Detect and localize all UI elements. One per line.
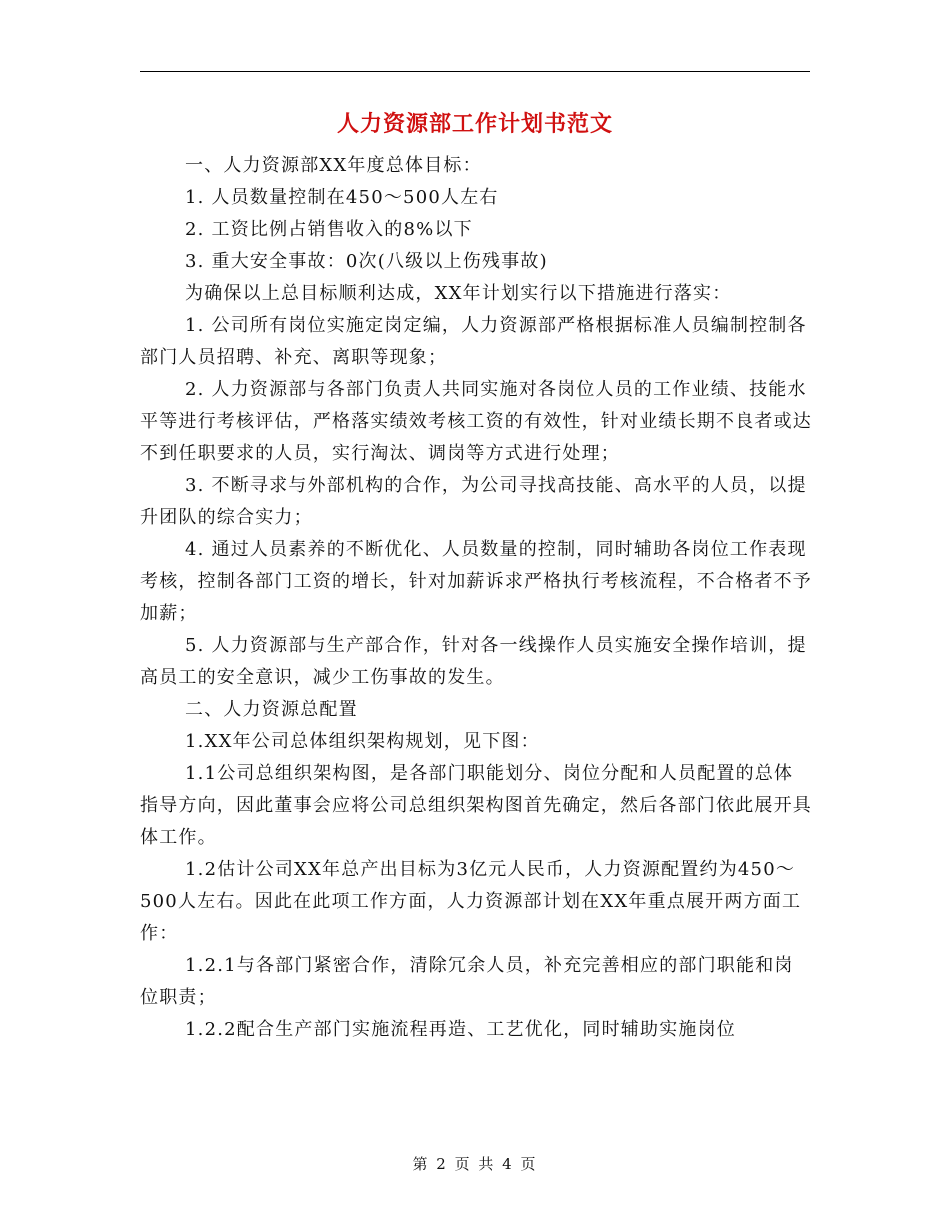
paragraph: 1.2估计公司XX年总产出目标为3亿元人民币，人力资源配置约为450～500人左右。因此在此项工作方面，人力资源部计划在XX年重点展开两方面工作： — [140, 859, 802, 944]
paragraph: 1.2.1与各部门紧密合作，清除冗余人员，补充完善相应的部门职能和岗位职责； — [140, 955, 794, 1008]
document-body — [140, 150, 812, 1046]
paragraph: 4. 通过人员素养的不断优化、人员数量的控制，同时辅助各岗位工作表现考核，控制各部门工资的增长，针对加薪诉求严格执行考核流程，不合格者不予加薪； — [140, 539, 812, 624]
paragraph: 1. 公司所有岗位实施定岗定编，人力资源部严格根据标准人员编制控制各部门人员招聘、补充、离职等现象； — [140, 315, 807, 368]
paragraph: 1.2.2配合生产部门实施流程再造、工艺优化，同时辅助实施岗位 — [185, 1019, 736, 1040]
header-rule — [140, 71, 810, 72]
paragraph: 2. 人力资源部与各部门负责人共同实施对各岗位人员的工作业绩、技能水平等进行考核评估，严格落实绩效考核工资的有效性，针对业绩长期不良者或达不到任职要求的人员，实行淘汰、调岗等方式进行处理； — [140, 379, 812, 464]
paragraph: 二、人力资源总配置 — [185, 699, 358, 720]
paragraph: 1. 人员数量控制在450～500人左右 — [185, 187, 499, 208]
paragraph: 1.XX年公司总体组织架构规划，见下图： — [185, 731, 540, 752]
paragraph: 为确保以上总目标顺利达成，XX年计划实行以下措施进行落实： — [185, 283, 732, 304]
page-number: 第 2 页 共 4 页 — [412, 1155, 538, 1173]
paragraph: 一、人力资源部XX年度总体目标： — [185, 155, 482, 176]
paragraph: 3. 重大安全事故：0次(八级以上伤残事故) — [185, 251, 548, 272]
paragraph: 3. 不断寻求与外部机构的合作，为公司寻找高技能、高水平的人员，以提升团队的综合实力； — [140, 475, 807, 528]
document-title: 人力资源部工作计划书范文 — [336, 111, 613, 137]
paragraph: 1.1公司总组织架构图，是各部门职能划分、岗位分配和人员配置的总体指导方向，因此董事会应将公司总组织架构图首先确定，然后各部门依此展开具体工作。 — [140, 763, 812, 848]
paragraph: 2. 工资比例占销售收入的8%以下 — [185, 219, 473, 240]
paragraph: 5. 人力资源部与生产部合作，针对各一线操作人员实施安全操作培训，提高员工的安全意识，减少工伤事故的发生。 — [140, 635, 807, 688]
